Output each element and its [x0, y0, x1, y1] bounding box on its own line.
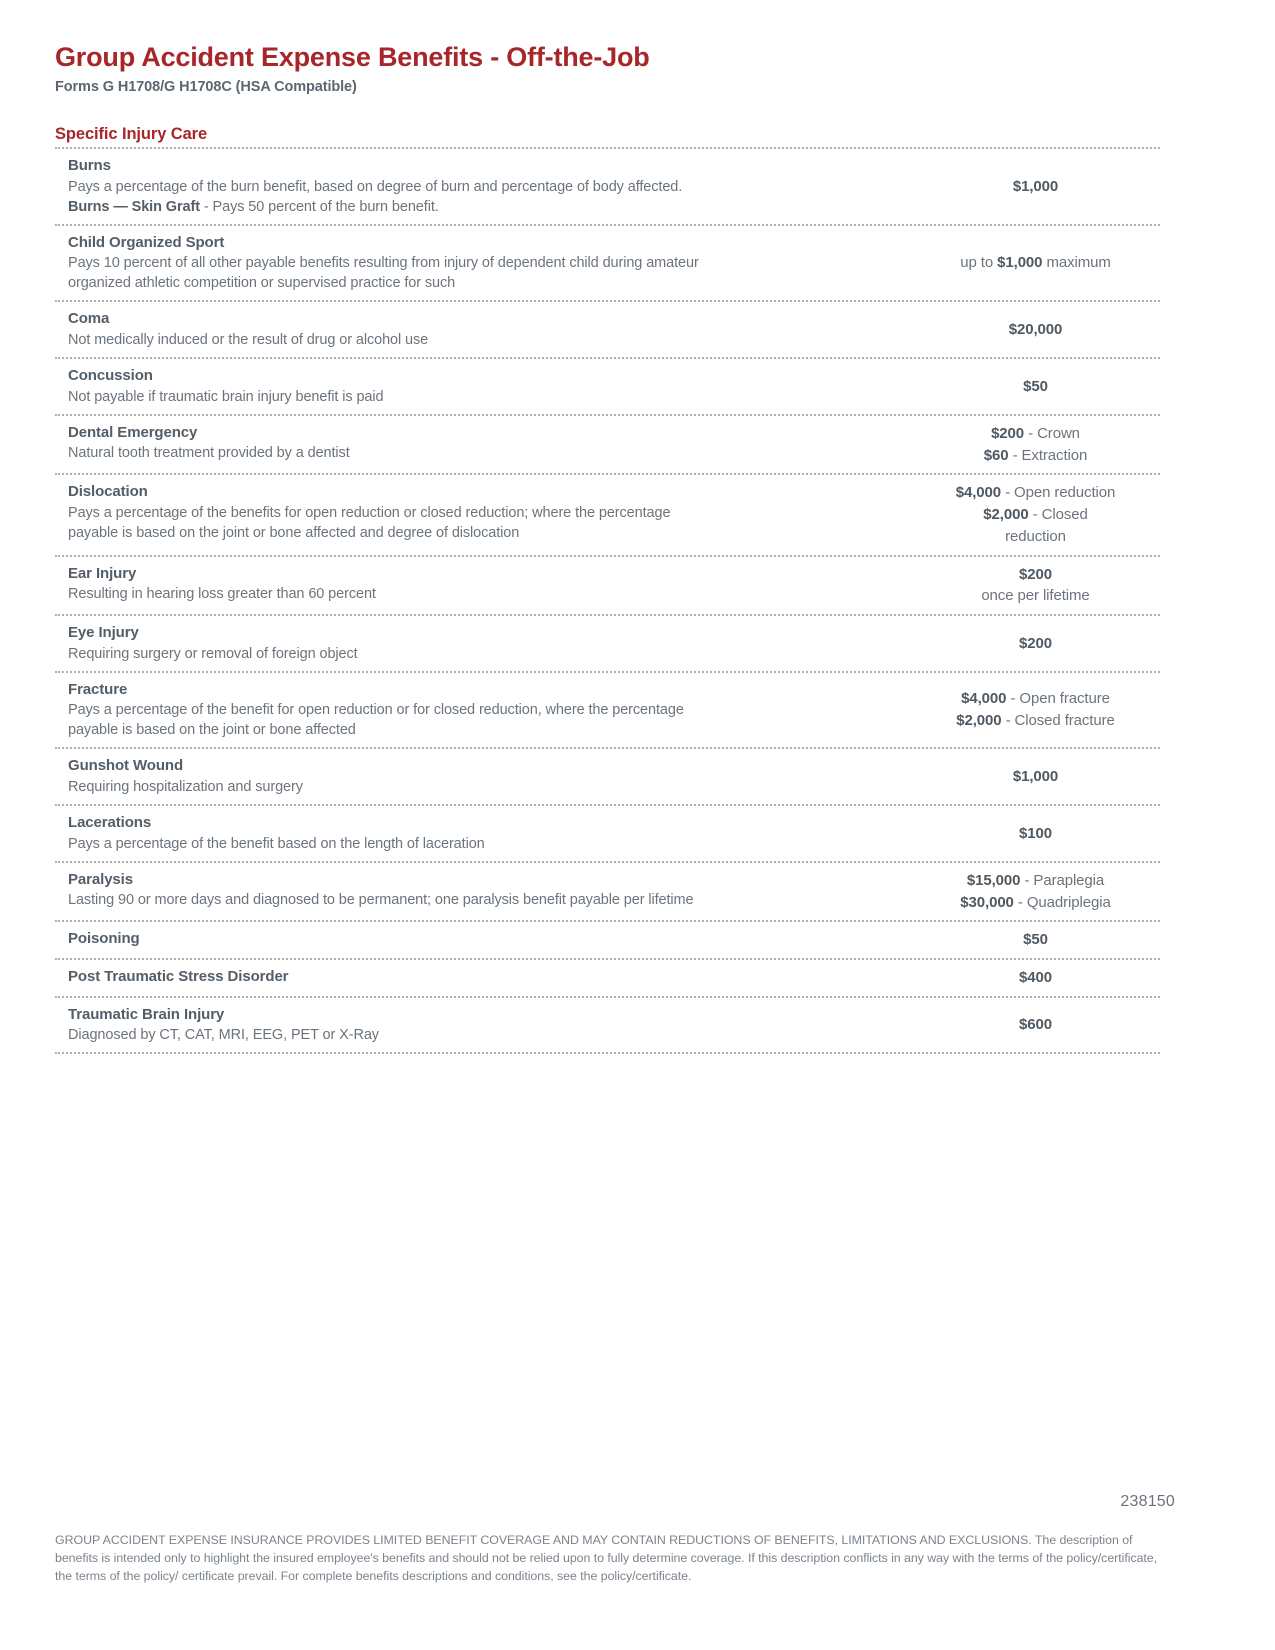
benefit-description-text: payable is based on the joint or bone affected and degree of dislocation — [68, 524, 520, 541]
row-divider — [55, 861, 1160, 863]
benefit-amount-cell — [915, 252, 1160, 274]
benefit-name: Ear Injury — [68, 564, 137, 582]
benefit-description-cell — [55, 233, 915, 294]
section-top-divider — [55, 147, 1160, 149]
benefit-amount-line — [915, 504, 1156, 526]
benefit-amount-cell — [915, 823, 1160, 845]
benefit-amount-line — [915, 423, 1156, 445]
row-divider — [55, 747, 1160, 749]
benefit-description-emphasis: Burns — Skin Graft — [68, 198, 200, 215]
table-row — [55, 863, 1160, 921]
benefit-description-text: Requiring surgery or removal of foreign object — [68, 645, 358, 662]
benefit-amount-value: $60 — [983, 446, 1009, 464]
benefit-amount-cell — [915, 482, 1160, 547]
row-divider — [55, 473, 1160, 475]
row-divider — [55, 614, 1160, 616]
benefit-amount-value: $200 — [1019, 634, 1052, 652]
table-row — [55, 149, 1160, 224]
benefit-amount-line — [915, 445, 1156, 467]
benefit-amount-line — [915, 376, 1156, 398]
benefit-description-cell — [55, 309, 915, 350]
benefit-name: Burns — [68, 157, 111, 175]
benefit-amount-value: $50 — [1023, 931, 1048, 949]
table-row — [55, 416, 1160, 474]
benefit-amount-cell — [915, 176, 1160, 198]
benefit-description-text: Pays a percentage of the benefits for open reduction or closed reduction; where the percentage — [68, 504, 671, 521]
benefit-amount-line — [915, 176, 1156, 198]
benefit-amount-cell — [915, 1014, 1160, 1036]
benefit-description-text: payable is based on the joint or bone affected — [68, 722, 356, 739]
benefit-description-text: Pays a percentage of the benefit based on the length of laceration — [68, 835, 485, 852]
benefit-description-cell — [55, 1005, 915, 1046]
benefit-description-text: Diagnosed by CT, CAT, MRI, EEG, PET or X-Ray — [68, 1027, 379, 1044]
page-title: Group Accident Expense Benefits - Off-the-Job — [55, 42, 650, 72]
benefit-amount-value: $1,000 — [1012, 767, 1059, 785]
benefit-description-cell — [55, 680, 915, 741]
benefit-amount-value: $2,000 — [983, 506, 1029, 524]
benefit-amount-value: $4,000 — [961, 690, 1007, 708]
benefit-description-text: Pays a percentage of the burn benefit, based on degree of burn and percentage of body affected. — [68, 178, 683, 195]
benefit-amount-note: reduction — [1005, 527, 1066, 545]
benefit-amount-line — [915, 319, 1156, 341]
benefit-description-line — [68, 197, 915, 217]
benefit-amount-cell — [915, 633, 1160, 655]
benefit-description-cell — [55, 813, 915, 854]
table-row — [55, 960, 1160, 996]
benefit-description-cell — [55, 756, 915, 797]
benefit-amount-line — [915, 564, 1156, 586]
benefit-description-line — [68, 1025, 915, 1045]
benefit-description-line — [68, 584, 915, 604]
benefit-name: Fracture — [68, 680, 128, 698]
benefit-amount-line — [915, 482, 1156, 504]
benefit-name: Eye Injury — [68, 624, 139, 642]
benefit-amount-value: $600 — [1019, 1016, 1052, 1034]
benefit-description-line — [68, 273, 915, 293]
benefit-amount-line — [915, 526, 1156, 548]
benefit-description-line — [68, 177, 915, 197]
benefit-amount-note: - Extraction — [1008, 446, 1088, 464]
benefit-amount-value: $30,000 — [960, 893, 1014, 911]
benefit-description-text: Resulting in hearing loss greater than 60 percent — [68, 586, 376, 603]
benefit-amount-value: $15,000 — [966, 871, 1021, 889]
table-row — [55, 616, 1160, 671]
row-divider — [55, 414, 1160, 416]
row-divider — [55, 958, 1160, 960]
benefit-description-cell — [55, 929, 915, 950]
benefit-amount-note: - Closed fracture — [1001, 712, 1115, 730]
benefit-description-text: Lasting 90 or more days and diagnosed to be permanent; one paralysis benefit payable per lifetime — [68, 892, 694, 909]
benefit-amount-note: - Open fracture — [1006, 690, 1110, 708]
benefit-description-line — [68, 834, 915, 854]
row-divider — [55, 357, 1160, 359]
row-divider — [55, 300, 1160, 302]
benefit-amount-line — [915, 252, 1156, 274]
benefit-table — [55, 149, 1160, 1054]
benefit-amount-line — [915, 766, 1156, 788]
benefit-name: Traumatic Brain Injury — [68, 1005, 225, 1023]
benefit-name: Coma — [68, 310, 110, 328]
benefit-amount-line — [915, 929, 1156, 951]
benefit-amount-cell — [915, 423, 1160, 467]
benefit-amount-value: $20,000 — [1008, 320, 1063, 338]
benefit-description-cell — [55, 967, 915, 988]
benefit-description-line — [68, 777, 915, 797]
table-row — [55, 922, 1160, 958]
benefit-description-line — [68, 890, 915, 910]
benefit-name: Concussion — [68, 367, 153, 385]
document-number: 238150 — [1120, 1493, 1175, 1510]
benefit-description-cell — [55, 423, 915, 464]
benefit-description-text: Pays 10 percent of all other payable benefits resulting from injury of dependent child during amateur — [68, 255, 699, 272]
benefit-name: Post Traumatic Stress Disorder — [68, 968, 289, 986]
benefit-description-line — [68, 523, 915, 543]
benefit-amount-cell — [915, 688, 1160, 732]
benefit-amount-line — [915, 710, 1156, 732]
benefit-amount-note: - Closed — [1028, 506, 1088, 524]
row-divider — [55, 224, 1160, 226]
benefit-amount-line — [915, 870, 1156, 892]
row-divider — [55, 1052, 1160, 1054]
table-row — [55, 359, 1160, 414]
benefit-name: Child Organized Sport — [68, 233, 225, 251]
benefit-amount-line — [915, 585, 1156, 607]
row-divider — [55, 996, 1160, 998]
benefit-amount-note: once per lifetime — [981, 587, 1090, 605]
benefit-description-cell — [55, 623, 915, 664]
benefit-amount-note: - Open reduction — [1001, 484, 1116, 502]
table-row — [55, 749, 1160, 804]
benefit-name: Gunshot Wound — [68, 757, 184, 775]
benefit-name: Lacerations — [68, 814, 152, 832]
benefit-description-cell — [55, 482, 915, 543]
benefit-amount-value: $200 — [991, 424, 1025, 442]
benefit-amount-value: $100 — [1019, 824, 1052, 842]
benefit-amount-value: $1,000 — [997, 254, 1043, 272]
benefit-description-line — [68, 387, 915, 407]
benefit-amount-cell — [915, 564, 1160, 608]
form-numbers-subtitle: Forms G H1708/G H1708C (HSA Compatible) — [55, 79, 357, 96]
benefit-amount-prefix: up to — [960, 254, 998, 272]
benefit-description-line — [68, 330, 915, 350]
benefit-description-line — [68, 503, 915, 523]
table-row — [55, 475, 1160, 554]
benefit-amount-note: - Paraplegia — [1020, 871, 1105, 889]
table-row — [55, 226, 1160, 301]
benefit-amount-value: $400 — [1019, 969, 1052, 987]
benefit-description-cell — [55, 366, 915, 407]
benefit-amount-value: $4,000 — [955, 484, 1002, 502]
benefit-description-cell — [55, 156, 915, 217]
benefit-amount-note: - Crown — [1024, 424, 1080, 442]
document-content — [55, 42, 1160, 1054]
benefit-amount-line — [915, 892, 1156, 914]
table-row — [55, 806, 1160, 861]
benefit-description-line — [68, 443, 915, 463]
section-title-specific-injury-care: Specific Injury Care — [55, 125, 208, 144]
benefit-name: Paralysis — [68, 870, 133, 888]
benefit-amount-cell — [915, 319, 1160, 341]
benefit-name: Dislocation — [68, 483, 148, 501]
benefit-amount-note: - Quadriplegia — [1013, 893, 1111, 911]
table-row — [55, 302, 1160, 357]
table-row — [55, 998, 1160, 1053]
benefit-amount-value: $200 — [1019, 565, 1052, 583]
benefit-name: Dental Emergency — [68, 423, 198, 441]
table-row — [55, 557, 1160, 615]
benefit-amount-cell — [915, 376, 1160, 398]
benefit-description-text: Not medically induced or the result of drug or alcohol use — [68, 332, 429, 349]
benefit-amount-cell — [915, 870, 1160, 914]
table-row — [55, 673, 1160, 748]
benefit-amount-cell — [915, 967, 1160, 989]
row-divider — [55, 920, 1160, 922]
benefit-description-line — [68, 644, 915, 664]
benefit-description-text: Natural tooth treatment provided by a dentist — [68, 445, 350, 462]
benefit-description-cell — [55, 564, 915, 605]
benefit-amount-note: maximum — [1042, 254, 1111, 272]
benefit-amount-cell — [915, 929, 1160, 951]
benefit-description-text: organized athletic competition or supervised practice for such — [68, 275, 456, 292]
benefit-amount-value: $1,000 — [1012, 177, 1059, 195]
benefit-amount-line — [915, 823, 1156, 845]
row-divider — [55, 555, 1160, 557]
benefit-description-line — [68, 720, 915, 740]
benefit-name: Poisoning — [68, 930, 140, 948]
benefit-amount-cell — [915, 766, 1160, 788]
row-divider — [55, 671, 1160, 673]
benefit-amount-line — [915, 688, 1156, 710]
benefit-amount-line — [915, 633, 1156, 655]
row-divider — [55, 804, 1160, 806]
benefit-description-text: Requiring hospitalization and surgery — [68, 779, 303, 796]
benefit-description-line — [68, 700, 915, 720]
benefit-amount-value: $2,000 — [956, 712, 1002, 730]
benefit-description-line — [68, 253, 915, 273]
benefit-description-text: - Pays 50 percent of the burn benefit. — [199, 198, 439, 215]
benefit-description-text: Not payable if traumatic brain injury benefit is paid — [68, 388, 384, 405]
benefit-amount-value: $50 — [1023, 377, 1048, 395]
benefit-amount-line — [915, 967, 1156, 989]
benefit-description-cell — [55, 870, 915, 911]
benefit-amount-line — [915, 1014, 1156, 1036]
disclaimer-text: GROUP ACCIDENT EXPENSE INSURANCE PROVIDES LIMITED BENEFIT COVERAGE AND MAY CONTAIN REDUCTIONS OF BENEFITS, LIMITATIONS AND EXCLUSIONS. The description of benefits is intended only to highlight the insured employee's benefits and should not be relied upon to fully determine coverage. If this description conflicts in any way with the terms of the policy/certificate, the terms of the policy/ certificate prevail. For complete benefits descriptions and conditions, see the policy/certificate. — [55, 1533, 1158, 1583]
benefit-description-text: Pays a percentage of the benefit for open reduction or for closed reduction, where the percentage — [68, 702, 684, 719]
